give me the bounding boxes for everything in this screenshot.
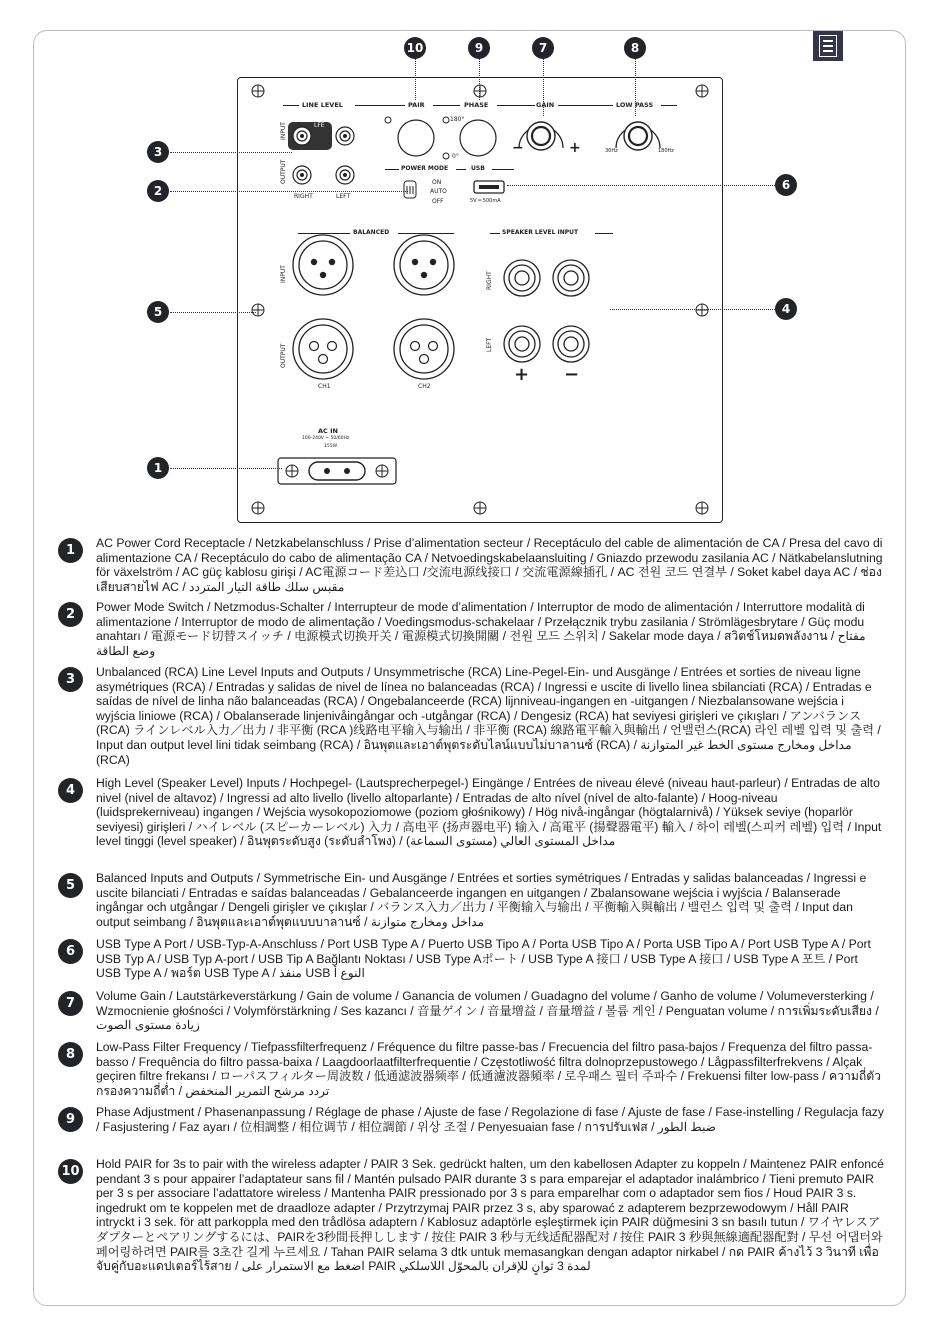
callout-1: 1 bbox=[147, 457, 169, 479]
legend-number: 6 bbox=[58, 939, 83, 964]
label-speaker-level-input: SPEAKER LEVEL INPUT bbox=[502, 229, 579, 236]
leader-2 bbox=[170, 191, 408, 192]
label-rca-input: INPUT bbox=[280, 122, 287, 140]
manual-icon bbox=[813, 31, 843, 61]
panel-graphics bbox=[238, 78, 722, 522]
label-ac-voltage: 100-240V ~ 50/60Hz bbox=[302, 436, 350, 441]
callout-3: 3 bbox=[147, 141, 169, 163]
label-speaker-left: LEFT bbox=[486, 337, 493, 352]
label-speaker-minus: − bbox=[564, 364, 580, 385]
label-line-level: LINE LEVEL bbox=[302, 101, 343, 109]
label-low-pass: LOW PASS bbox=[616, 101, 654, 109]
label-right: RIGHT bbox=[294, 193, 313, 200]
legend-number: 9 bbox=[58, 1107, 83, 1132]
leader-1 bbox=[170, 468, 282, 469]
label-lp-min: 30Hz bbox=[605, 148, 618, 154]
callout-9: 9 bbox=[468, 37, 490, 59]
label-usb: USB bbox=[471, 165, 485, 172]
legend-text: Power Mode Switch / Netzmodus-Schalter / Interrupteur de mode d’alimentation / Interruptor de modo de alimentación / Interruttore modalità di alimentazione / Interruptor de modo de alimentação / Voedingsmodus-schakelaar / Przełącznik trybu zasilania / Strömlägesbrytare / Güç modu anahtarı / 電源モード切替スイッチ / 电源模式切换开关 / 電源模式切換開關 / 전원 모드 스위치 / Sakelar mode daya / สวิตช์โหมดพลังงาน / مفتاح وضع الطاقة bbox=[96, 600, 866, 658]
label-rca-output: OUTPUT bbox=[280, 159, 287, 184]
callout-5: 5 bbox=[147, 301, 169, 323]
label-gain-plus: + bbox=[569, 140, 581, 156]
label-balanced-input: INPUT bbox=[280, 265, 287, 283]
legend-text: USB Type A Port / USB-Typ-A-Anschluss / Port USB Type A / Puerto USB Tipo A / Porta USB Tipo A / Porta USB Tipo A / Port USB Type A / Port USB Typ A / USB Typ A-port / USB Tip A Bağlantı Noktası / USB Type Aポート / USB Type A 接口 / USB Type A 接口 / USB Type A 포트 / Port USB Type A / พอร์ต USB Type A / منفذ USB النوع أ bbox=[96, 937, 871, 981]
leader-10 bbox=[415, 58, 416, 100]
callout-2: 2 bbox=[147, 180, 169, 202]
legend-text: Balanced Inputs and Outputs / Symmetrische Ein- und Ausgänge / Entrées et sorties symétriques / Entradas y salidas balanceadas / Ingressi e uscite bilanciati / Entradas e saídas balanceadas / Gebalanceerde ingangen en uitgangen / Zbalansowane wejścia i wyjścia / Balanserade ingångar och utgångar / Dengeli girişler ve çıkışlar / バランス入力／出力 / 平衡输入与输出 / 平衡輸入與輸出 / 밸런스 입력 및 출력 / Input dan output seimbang / อินพุตและเอาต์พุตแบบบาลานซ์ / مداخل ومخارج متوازنة bbox=[96, 871, 867, 929]
label-mode-on: ON bbox=[432, 179, 442, 186]
label-usb-spec: 5V ═ 500mA bbox=[470, 198, 501, 204]
label-ch2: CH2 bbox=[418, 383, 431, 390]
legend-text: Phase Adjustment / Phasenanpassung / Réglage de phase / Ajuste de fase / Regolazione di fase / Ajuste de fase / Fase-instelling / Regulacja fazy / Fasjustering / Faz ayarı / 位相調整 / 相位调节 / 相位調節 / 위상 조절 / Penyesuaian fase / การปรับเฟส / ضبط الطور bbox=[96, 1105, 884, 1134]
legend-number: 7 bbox=[58, 991, 83, 1016]
label-speaker-right: RIGHT bbox=[486, 271, 493, 290]
legend-text: Hold PAIR for 3s to pair with the wireless adapter / PAIR 3 Sek. gedrückt halten, um den kabellosen Adapter zu koppeln / Maintenez PAIR enfoncé pendant 3 s pour appairer l’adaptateur sans fil / Mantén pulsado PAIR durante 3 s para emparejar el adaptador inalámbrico / Tieni premuto PAIR per 3 s per associare l’adattatore wireless / Mantenha PAIR pressionado por 3 s para emparelhar com o adaptador sem fios / Houd PAIR 3 s. ingedrukt om te koppelen met de draadloze adapter / Przytrzymaj PAIR przez 3 s, aby sparować z adapterem bezprzewodowym / Håll PAIR intryckt i 3 sek. för att parkoppla med den trådlösa adaptern / Kablosuz adaptörle eşleştirmek için PAIR düğmesini 3 sn basılı tutun / ワイヤレスアダプターとペアリングするには、PAIRを3秒間長押しします / 按住 PAIR 3 秒与无线适配器配对 / 按住 PAIR 3 秒與無線適配器配對 / 무선 어댑터와 페어링하려면 PAIR를 3초간 길게 누르세요 / Tahan PAIR selama 3 dtk untuk memasangkan dengan adaptor nirkabel / กด PAIR ค้างไว้ 3 วินาที เพื่อจับคู่กับอะแดปเตอร์ไร้สาย / اضغط مع الاستمرار على PAIR لمدة 3 ثوانٍ للإقران بالمحوّل اللاسلكي bbox=[96, 1157, 884, 1274]
legend-number: 3 bbox=[58, 667, 83, 692]
label-phase-180: 180° bbox=[450, 116, 465, 123]
legend-number: 10 bbox=[58, 1159, 83, 1184]
legend-number: 5 bbox=[58, 873, 83, 898]
legend-text: AC Power Cord Receptacle / Netzkabelanschluss / Prise d’alimentation secteur / Receptáculo del cable de alimentación de CA / Presa del cavo di alimentazione CA / Receptáculo do cabo de alimentação CA / Netvoedingskabelaansluiting / Gniazdo przewodu zasilania AC / Nätkabelanslutning för växelström / AC güç kablosu girişi / AC電源コード差込口 /交流电源线接口 / 交流電源線插孔 / AC 전원 코드 연결부 / Soket kabel daya AC / ช่องเสียบสายไฟ AC / مقبس سلك طاقة التيار المتردد bbox=[96, 536, 883, 594]
label-pair: PAIR bbox=[408, 101, 425, 109]
label-ac-in: AC IN bbox=[318, 427, 338, 435]
callout-10: 10 bbox=[404, 37, 426, 59]
legend-text: Volume Gain / Lautstärkeverstärkung / Gain de volume / Ganancia de volumen / Guadagno del volume / Ganho de volume / Volumeversterking / Wzmocnienie głośności / Volymförstärkning / Ses kazancı / 音量ゲイン / 音量增益 / 音量增益 / 볼륨 게인 / Penguatan volume / การเพิ่มระดับเสียง / زيادة مستوى الصوت bbox=[96, 989, 879, 1033]
legend-number: 8 bbox=[58, 1042, 83, 1067]
label-gain-minus: − bbox=[512, 140, 524, 156]
label-mode-off: OFF bbox=[432, 198, 444, 205]
label-left: LEFT bbox=[336, 193, 351, 200]
label-mode-auto: AUTO bbox=[430, 188, 447, 195]
legend-text: Unbalanced (RCA) Line Level Inputs and Outputs / Unsymmetrische (RCA) Line-Pegel-Ein- und Ausgänge / Entrées et sorties de niveau ligne asymétriques (RCA) / Entradas y salidas de nivel de línea no balanceadas (RCA) / Ingressi e uscite di livello linea sbilanciati (RCA) / Entradas e saídas de nível de linha não balanceadas (RCA) / Ongebalanceerde (RCA) lijnniveau-ingangen en -uitgangen / Niezbalansowane wejścia i wyjścia liniowe (RCA) / Obalanserade linjenivåingångar och -utgångar (RCA) / Dengesiz (RCA) hat seviyesi girişleri ve çıkışları / アンバランス (RCA) ラインレベル入力／出力 / 非平衡 (RCA )线路电平输入与输出 / 非平衡 (RCA) 線路電平輸入與輸出 / 언밸런스(RCA) 라인 레벨 입력 및 출력 / Input dan output level lini tidak seimbang (RCA) / อินพุตและเอาต์พุตระดับไลน์แบบไม่บาลานซ์ (RCA) / مداخل ومخارج مستوى الخط غير المتوازنة (RCA) bbox=[96, 665, 881, 767]
leader-7 bbox=[543, 58, 544, 116]
callout-6: 6 bbox=[775, 174, 797, 196]
label-lfe: LFE bbox=[314, 122, 325, 129]
label-phase-0: 0° bbox=[452, 153, 459, 160]
leader-4 bbox=[610, 309, 775, 310]
callout-8: 8 bbox=[624, 37, 646, 59]
label-phase: PHASE bbox=[464, 101, 489, 109]
label-ch1: CH1 bbox=[318, 383, 331, 390]
legend-text: High Level (Speaker Level) Inputs / Hochpegel- (Lautsprecherpegel-) Eingänge / Entrées de niveau élevé (niveau haut-parleur) / Entradas de alto nivel (nivel de altavoz) / Ingressi ad alto livello (livello altoparlante) / Entradas de alto nível (nível de alto-falante) / Hoog-niveau (luidsprekerniveau) ingangen / Wejścia wysokopoziomowe (poziom głośnikowy) / Hög nivå-ingångar (högtalarnivå) / Yüksek seviye (hoparlör seviyesi) girişleri / ハイレベル (スピーカーレベル) 入力 / 高电平 (扬声器电平) 输入 / 高電平 (揚聲器電平) 輸入 / 하이 레벨(스피커 레벨) 입력 / Input level tinggi (level speaker) / อินพุตระดับสูง (ระดับลำโพง) / مداخل المستوى العالي (مستوى السماعة) bbox=[96, 776, 882, 849]
legend-number: 1 bbox=[58, 538, 83, 563]
callout-7: 7 bbox=[532, 37, 554, 59]
legend-number: 2 bbox=[58, 602, 83, 627]
amplifier-back-panel bbox=[237, 77, 723, 523]
leader-5 bbox=[170, 312, 256, 313]
label-power-mode: POWER MODE bbox=[401, 165, 449, 172]
leader-3 bbox=[170, 152, 292, 153]
leader-6 bbox=[507, 185, 775, 186]
legend-text: Low-Pass Filter Frequency / Tiefpassfilterfrequenz / Fréquence du filtre passe-bas / Frecuencia del filtro pasa-bajos / Frequenza del filtro passa-basso / Frequência do filtro passa-baixa / Laagdoorlaatfilterfrequentie / Częstotliwość filtra dolnoprzepustowego / Lågpassfilterfrekvens / Alçak geçiren filtre frekansı / ローパスフィルター周波数 / 低通滤波器频率 / 低通濾波器頻率 / 로우패스 필터 주파수 / Frekuensi filter low-pass / ความถี่ตัวกรองความถี่ต่ำ / تردد مرشح التمرير المنخفض bbox=[96, 1040, 882, 1098]
callout-4: 4 bbox=[775, 298, 797, 320]
label-speaker-plus: + bbox=[514, 364, 530, 385]
legend-number: 4 bbox=[58, 778, 83, 803]
leader-9 bbox=[479, 58, 480, 100]
label-balanced: BALANCED bbox=[353, 229, 390, 236]
label-ac-power: 155W bbox=[324, 444, 338, 449]
leader-8 bbox=[635, 58, 636, 116]
label-gain: GAIN bbox=[536, 101, 555, 109]
label-lp-max: 180Hz bbox=[658, 148, 674, 154]
label-balanced-output: OUTPUT bbox=[280, 343, 287, 368]
